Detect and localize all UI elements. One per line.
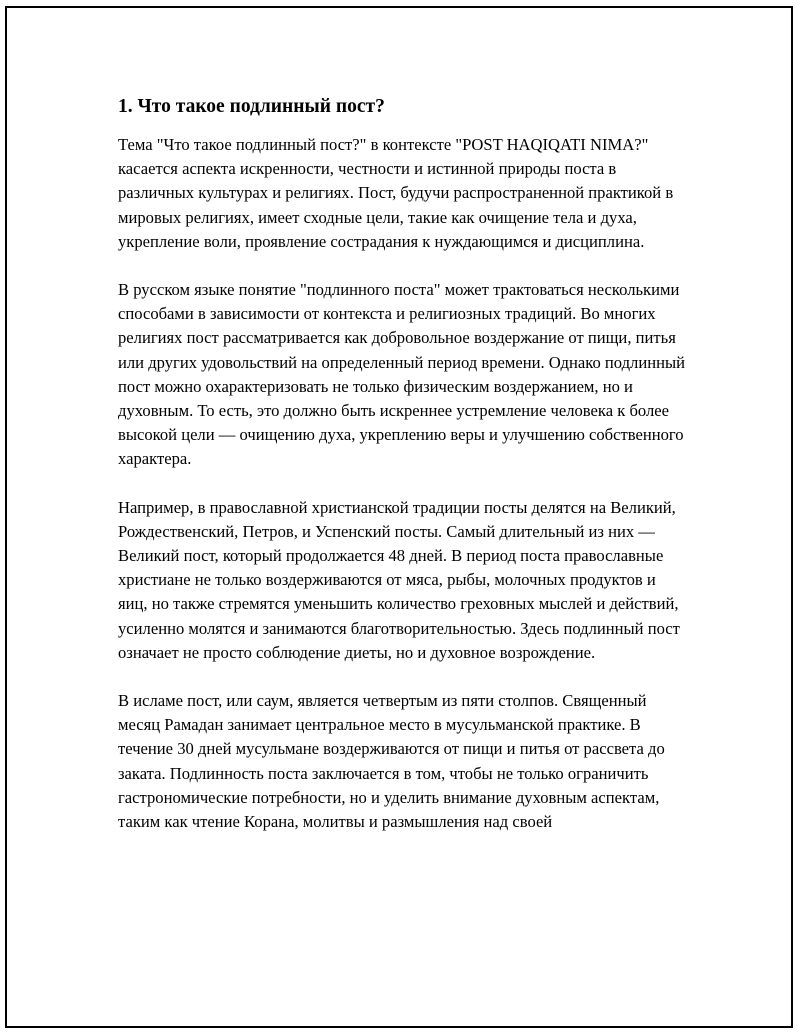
paragraph-2: В русском языке понятие "подлинного поста" может трактоваться несколькими способами в зависимости от контекста и религиозных традиций. Во многих религиях пост рассматривается как добровольное воздержание от пищи, питья или других удовольствий на определенный период времени. Однако подлинный пост можно охарактеризовать не только физическим воздержанием, но и духовным. То есть, это должно быть искреннее устремление человека к более высокой цели — очищению духа, укреплению веры и улучшению собственного характера. [118, 280, 686, 469]
paragraph-1: Тема "Что такое подлинный пост?" в контексте "POST HAQIQATI NIMA?" касается аспекта искренности, честности и истинной природы поста в различных культурах и религиях. Пост, будучи распространенной практикой в мировых религиях, имеет сходные цели, такие как очищение тела и духа, укрепление воли, проявление сострадания к нуждающимся и дисциплина. [118, 135, 674, 251]
section-heading: 1. Что такое подлинный пост? [118, 96, 385, 117]
paragraph-3: Например, в православной христианской традиции посты делятся на Великий, Рождественский, Петров, и Успенский посты. Самый длительный из них — Великий пост, который продолжается 48 дней. В период поста православные христиане не только воздерживаются от мяса, рыбы, молочных продуктов и яиц, но также стремятся уменьшить количество греховных мыслей и действий, усиленно молятся и занимаются благотворительностью. Здесь подлинный пост означает не просто соблюдение диеты, но и духовное возрождение. [118, 497, 680, 662]
document-body [118, 95, 688, 858]
paragraph-4: В исламе пост, или саум, является четвертым из пяти столпов. Священный месяц Рамадан занимает центральное место в мусульманской практике. В течение 30 дней мусульмане воздерживаются от пищи и питья от рассвета до заката. Подлинность поста заключается в том, чтобы не только ограничить гастрономические потребности, но и уделить внимание духовным аспектам, таким как чтение Корана, молитвы и размышления над своей [118, 691, 665, 832]
